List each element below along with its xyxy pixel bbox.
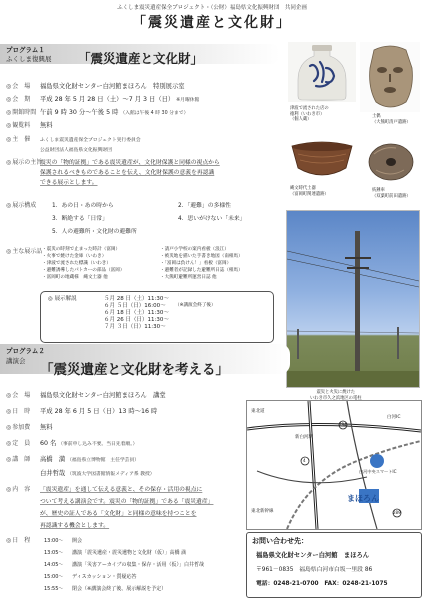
spindle-image (362, 140, 420, 184)
p1-row-organizer2: 公益財団法人福島県文化振興財団 (40, 148, 112, 153)
map-label-smart-ic: 白河中央スマートIC (359, 469, 397, 474)
p2-content-line4: 再認識する機会とします。 (40, 523, 110, 529)
photo-caption: 津波で流された店の 徳利（いわき市） （個人蔵） (290, 106, 329, 122)
map-label-mahoron: まほろん (347, 494, 379, 503)
p2-row-capacity: ◎定 員 60 名 （事前申し込み不要。当日先着順。） (6, 440, 138, 447)
photo-clay-figure (360, 42, 420, 112)
p2-row-venue: ◎会 場 福島県文化財センター白河館まほろん 講堂 (6, 392, 166, 399)
list-item: ・火事で焼けた金庫（いわき） (42, 254, 107, 259)
list-item: ・津波で流された標識（いわき） (42, 261, 111, 266)
map-label-station: 新白河駅 (295, 435, 313, 440)
structure-item: 4．思いがけない「未来」 (178, 216, 246, 222)
p1-structure-key: ◎展示構成 (6, 202, 37, 209)
contact-org: 福島県文化財センター白河館 まほろん (256, 552, 370, 559)
talk-title: ◎ 展示解説 (48, 296, 77, 302)
schedule-item: 閉会（※講演会終了後、展示解説を予定） (72, 586, 167, 592)
structure-item: 2．「避難」の多様性 (178, 203, 231, 209)
photo-spindle (362, 140, 420, 184)
program2-title: 「震災遺産と文化財を考える」 (40, 362, 229, 378)
schedule-time: 13:00～ (44, 538, 64, 544)
p2-content-key: ◎内 容 (6, 486, 31, 493)
p2-content-line3: が、歴史の証人である「文化財」と同様の意味を持つことを (40, 511, 197, 517)
p1-row-venue: ◎会 場 福島県文化財センター白河館まほろん 特別展示室 (6, 83, 185, 90)
p2-row-fee: ◎参加費 無料 (6, 424, 53, 431)
list-item: ・震災の時刻で止まった時計（富岡） (42, 247, 121, 252)
talk-date: ６月 26 日（日）11:30～ (104, 317, 169, 323)
talk-date: ６月 18 日（土）11:30～ (104, 310, 169, 316)
talk-date: ６月 ５日（日）16:00～ (104, 303, 166, 309)
schedule-time: 15:00～ (44, 574, 64, 580)
p1-purpose-line3: できる展示とします。 (40, 180, 98, 186)
list-item: ・避難者が記録した避難所日誌（相馬） (160, 268, 243, 273)
program1-title: 「震災遺産と文化財」 (78, 51, 204, 66)
schedule-time: 15:55～ (44, 586, 64, 592)
clay-figure-image (360, 42, 420, 112)
map-label-shinkansen: 東北新幹線 (251, 509, 274, 514)
list-item: ・富岡町の地蔵様 縄文土器 他 (42, 275, 108, 280)
p2-row-lecturer2: 白井哲哉 （筑波大学図書館情報メディア系 教授） (40, 470, 155, 477)
photo-caption: 土偶 （大熊町清戸遺跡） (372, 114, 411, 125)
schedule-time: 14:05～ (44, 562, 64, 568)
schedule-time: 13:05～ (44, 550, 64, 556)
p1-purpose-line1: 震災の「物的証拠」である震災遺産が、文化財保護と同様の視点から (40, 160, 220, 166)
utility-pole-image (287, 211, 419, 387)
structure-item: 3．断絶する「日常」 (52, 216, 108, 222)
talk-date: ５月 28 日（土）11:30～ (104, 296, 169, 302)
photo-utility-pole (286, 210, 420, 388)
photo-caption: 震災と火災に焼けた いわき市久之浜地区の電柱 (310, 390, 362, 401)
header-subtitle: ふくしま震災遺産保全プロジェクト・（公財）福島県文化振興財団 共同企画 (117, 5, 307, 11)
p2-content-line1: 「震災遺産」を通して伝える意義と、その保存・活用の視点に (40, 487, 203, 493)
p2-content-line2: ついて考える講演会です。震災の「物的証拠」である「震災遺産」 (40, 499, 214, 505)
list-item: ・請戸小学校の案内看板（浪江） (160, 247, 229, 252)
map-label-shirakawa-ic: 白河IC (387, 415, 401, 420)
page-title: 「震災遺産と文化財」 (132, 15, 292, 31)
list-item: ・被災地を描いた手書き地図（南相馬） (160, 254, 243, 259)
contact-title: お問い合わせ先： (252, 537, 308, 545)
p1-row-period: ◎会 期 平成 28 年 5 月 28 日（土）～7 月 3 日（日） ※月曜休館 (6, 96, 200, 103)
photo-caption: 縄文時代土器 （富岡町関連遺跡） (290, 186, 329, 197)
p1-row-fee: ◎観覧料 無料 (6, 122, 53, 129)
p2-schedule-key: ◎日 程 (6, 537, 31, 544)
bottle-image (288, 42, 356, 102)
p2-row-date: ◎日 時 平成 28 年 6 月 5 日（日）13 時～16 時 (6, 408, 158, 415)
photo-bottle (288, 42, 356, 102)
map-label-tohoku-exp: 東北道 (251, 409, 265, 414)
list-item: ・避難誘導したパトカーの部品（富岡） (42, 268, 125, 273)
list-item: ・「富岡は負けん！」看板（富岡） (160, 261, 232, 266)
p1-purpose-line2: 保護されるべきものであることを伝え、文化財保護の意義を再認識 (40, 170, 215, 176)
program1-org: ふくしま復興展 (6, 55, 52, 63)
p1-row-purpose-key: ◎展示の主旨 (6, 159, 43, 166)
program2-org: 講演会 (6, 357, 26, 365)
program2-label: プログラム２ (6, 347, 45, 355)
contact-address: 〒961－0835 福島県白河市白坂一里段 86 (256, 567, 373, 573)
p1-row-organizer: ◎主 催 ふくしま震災遺産保全プロジェクト実行委員会 (6, 136, 141, 143)
p1-row-hours: ◎開館時間 午前 9 時 30 分～午後 5 時 （入館は午後 4 時 30 分まで） (6, 109, 189, 116)
map-label-route4: 4 (303, 458, 306, 463)
contact-phone: 電話：0248-21-0700 FAX：0248-21-1075 (256, 581, 388, 587)
schedule-item: ディスカッション・質疑応答 (72, 574, 137, 580)
p2-row-lecturer: ◎講 師 高橋 満 （福島県立博物館 主任学芸員） (6, 456, 140, 463)
main-items-list (42, 246, 272, 288)
photo-pottery (288, 140, 356, 182)
talk-date: ７月 ３日（日）11:30～ (104, 324, 166, 330)
program1-label: プログラム１ (6, 46, 45, 54)
pottery-image (288, 140, 356, 182)
photo-caption: 紡錘車 （双葉町前田遺跡） (372, 188, 411, 199)
map-label-route294: 294 (339, 422, 347, 427)
map-label-route289: 289 (393, 510, 401, 515)
list-item: ・大熊町避難所運営日誌 他 (160, 275, 217, 280)
schedule-item: 講演「災害アーカイブの収集・保存・活用（仮）」白井哲哉 (72, 562, 204, 568)
p1-items-key: ◎主な展示品 (6, 248, 43, 255)
schedule-item: 開会 (72, 538, 83, 544)
schedule-item: 講演「震災遺産・震災遺物と文化財（仮）」高橋 満 (72, 550, 187, 556)
talk-note: （※講演会終了後） (175, 303, 216, 308)
structure-item: 1．あの日・あの時から (52, 203, 114, 209)
access-map (246, 400, 422, 530)
structure-item: 5．人の避難所・文化財の避難所 (52, 229, 137, 235)
